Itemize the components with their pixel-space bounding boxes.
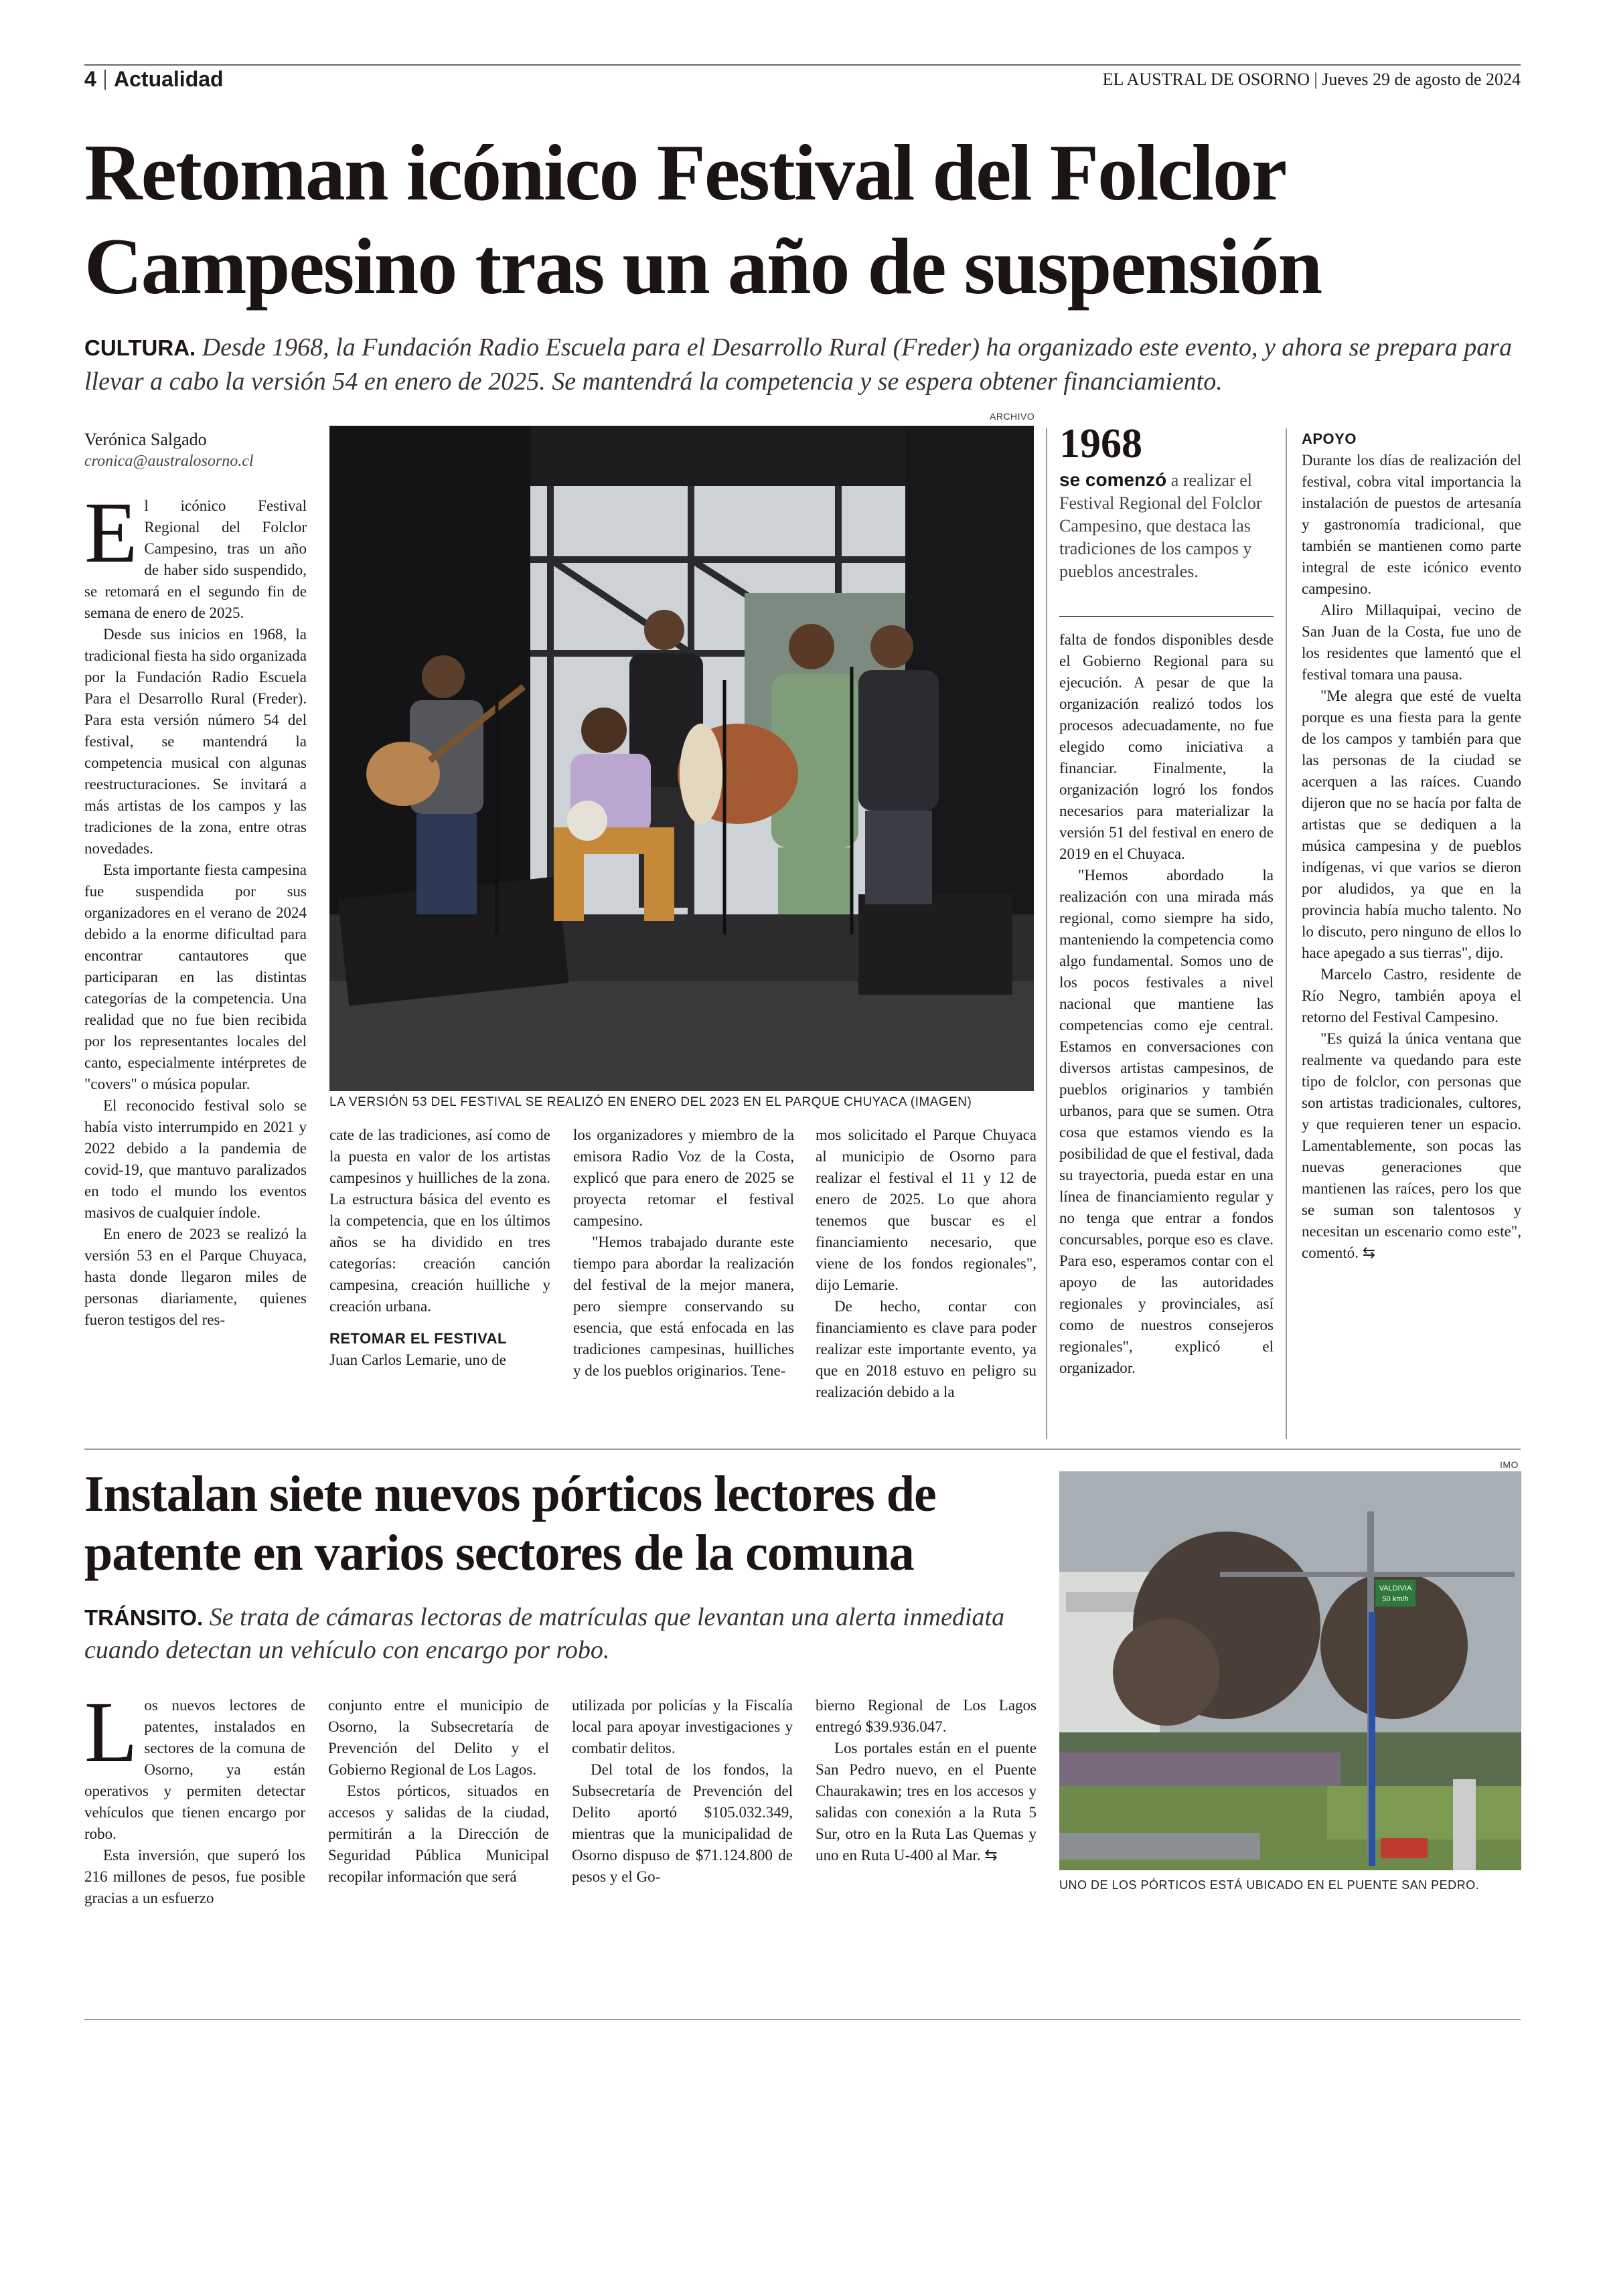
- paragraph: Los nuevos lectores de patentes, instalados en sectores de la comuna de Osorno, ya están operativos y permiten detectar vehículos que tienen encargo por robo.: [84, 1684, 305, 1842]
- paragraph: bierno Regional de Los Lagos entregó $39.936.047.: [816, 1697, 1037, 1735]
- article2-deck: [84, 1601, 1035, 1666]
- paragraph: "Hemos trabajado durante este tiempo para abordar la realización del festival de la mejor manera, pero siempre conservando su esencia, que está enfocada en las tradiciones campesinas, huilliches y de los pueblos originarios. Tene-: [573, 1234, 794, 1379]
- paragraph: Estos pórticos, situados en accesos y salidas de la ciudad, permitirán a la Dirección de Seguridad Pública Municipal recopilar información que será: [328, 1783, 549, 1885]
- paragraph: Desde sus inicios en 1968, la tradicional fiesta ha sido organizada por la Fundación Radio Escuela Para el Desarrollo Rural (Freder). Para esta versión número 54 del festival, se mantendrá la competencia musical con algunas reestructuraciones. Se invitará a más artistas de los campos y las tradiciones de la zona, entre otras novedades.: [84, 626, 307, 857]
- festival-stage-illustration: [329, 426, 1034, 1091]
- paragraph: conjunto entre el municipio de Osorno, la Subsecretaría de Prevención del Delito y el Gobierno Regional de Los Lagos.: [328, 1697, 549, 1778]
- paragraph: El icónico Festival Regional del Folclor Campesino, tras un año de haber sido suspendido, se retomará en el segundo fin de semana de enero de 2025.: [84, 485, 307, 621]
- fact-lead: se comenzó: [1059, 469, 1167, 490]
- festival-stage-photo: [329, 426, 1034, 1091]
- article-column-3: [573, 1125, 794, 1382]
- portico-illustration: [1059, 1471, 1521, 1870]
- header-separator: [104, 70, 106, 90]
- fact-number: 1968: [1059, 421, 1142, 467]
- paragraph: utilizada por policías y la Fiscalía local para apoyar investigaciones y combatir delitos.: [572, 1697, 793, 1756]
- paragraph: falta de fondos disponibles desde el Gobierno Regional para su ejecución. A pesar de que la organización realizó todos los procesos adecuadamente, no fue elegido como iniciativa a financiar. Finalmente, la organización logró los fondos necesarios para materializar la versión 51 del festival en enero de 2019 en el Chuyaca.: [1059, 631, 1274, 862]
- drop-cap: E: [84, 485, 138, 581]
- paragraph: En enero de 2023 se realizó la versión 53 en el Parque Chuyaca, hasta donde llegaron miles de personas diariamente, quienes fueron testigos del res-: [84, 1226, 307, 1328]
- deck2-text: Se trata de cámaras lectoras de matrículas que levantan una alerta inmediata cuando detectan un vehículo con encargo por robo.: [84, 1603, 1005, 1664]
- article-headline: Retoman icónico Festival del Folclor Campesino tras un año de suspensión: [84, 128, 1322, 311]
- photo-caption: LA VERSIÓN 53 DEL FESTIVAL SE REALIZÓ EN ENERO DEL 2023 EN EL PARQUE CHUYACA (IMAGEN): [329, 1095, 972, 1109]
- article-column-6: [1302, 428, 1521, 1264]
- article2-column-4: [816, 1695, 1037, 1866]
- paragraph: Esta inversión, que superó los 216 millones de pesos, fue posible gracias a un esfuerzo: [84, 1847, 305, 1906]
- paragraph: Del total de los fondos, la Subsecretaría de Prevención del Delito aportó $105.032.349, mientras que la municipalidad de Osorno dispuso de $71.124.800 de pesos y el Go-: [572, 1761, 793, 1885]
- sign-text-speed: 50 km/h: [1382, 1595, 1409, 1603]
- paragraph: mos solicitado el Parque Chuyaca al municipio de Osorno para realizar el festival el 11 y 12 de enero de 2025. Lo que ahora tenemos que buscar es el financiamiento necesario, que viene de los fondos regionales", dijo Lemarie.: [816, 1127, 1037, 1293]
- deck2-kicker: TRÁNSITO.: [84, 1605, 204, 1630]
- byline: Verónica Salgado: [84, 430, 207, 449]
- article2-column-1: [84, 1684, 305, 1909]
- paragraph: "Es quizá la única ventana que realmente va quedando para este tipo de folclor, con personas que son artistas tradicionales, cultores, y que requieren tener un espacio. Lamentablemente, son pocas las nuevas generaciones que mantienen las raíces, pero los que se suman son talentosos y necesitan un escenario como este", comentó. ⇆: [1302, 1030, 1521, 1261]
- sign-text-destination: VALDIVIA: [1379, 1584, 1412, 1592]
- paragraph: "Me alegra que esté de vuelta porque es una fiesta para la gente de los campos y también para que las personas de la ciudad se acerquen a las raíces. Cuando dijeron que no se hacía por falta de artistas que se dediquen a la música campesina y de pueblos indígenas, vi que varios se dieron por aludidos, ya que en la provincia había mucho talento. No lo discuto, pero ninguno de ellos lo hace apegado a sus tierras", dijo.: [1302, 687, 1521, 961]
- fact-text: se comenzó a realizar el Festival Regional del Folclor Campesino, que destaca las tradiciones de los campos y pueblos ancestrales.: [1059, 469, 1262, 581]
- portico-photo: [1059, 1471, 1521, 1870]
- subhead-apoyo: APOYO: [1302, 430, 1357, 447]
- paragraph: Marcelo Castro, residente de Río Negro, también apoya el retorno del Festival Campesino.: [1302, 966, 1521, 1026]
- section-name: Actualidad: [114, 67, 224, 91]
- paragraph: El reconocido festival solo se había visto interrumpido en 2021 y 2022 debido a la pandemia de covid-19, que mantuvo paralizados en todo el mundo los eventos masivos de cualquier índole.: [84, 1097, 307, 1221]
- paragraph: los organizadores y miembro de la emisora Radio Voz de la Costa, explicó que para enero de 2025 se proyecta retomar el festival campesino.: [573, 1127, 794, 1229]
- article-column-2: [329, 1125, 550, 1371]
- paragraph: "Hemos abordado la realización con una mirada más regional, como siempre ha sido, manteniendo la competencia como algo fundamental. Somos uno de los pocos festivales a nivel nacional que mantiene las competencias como eje central. Estamos en conversaciones con diversos artistas campesinos, de pueblos originarios y también urbanos, para que se sumen. Otra cosa que estamos viendo es la posibilidad de que el festival, dada su trayectoria, pueda estar en una línea de financiamiento regular y no tenga que entrar a fondos concursables, porque eso es clave. Para eso, esperamos contar con el apoyo de las autoridades regionales y provinciales, así como de nuestros consejeros regionales", explicó el organizador.: [1059, 867, 1274, 1376]
- article-separator: [84, 1449, 1521, 1450]
- article-column-5: [1059, 629, 1274, 1379]
- paragraph: cate de las tradiciones, así como de la puesta en valor de los artistas campesinos y huilliches de la zona. La estructura básica del evento es la competencia, que en los últimos años se ha dividido en tres categorías: creación canción campesina, creación huilliche y creación urbana.: [329, 1127, 550, 1315]
- article-column-4: [816, 1125, 1037, 1403]
- article2-column-2: [328, 1695, 549, 1888]
- article-deck: [84, 331, 1521, 398]
- drop-cap: L: [84, 1684, 138, 1781]
- paragraph: Durante los días de realización del festival, cobra vital importancia la instalación de puestos de artesanía y gastronomía tradicional, que también se mantienen como parte integral de este icónico evento campesino.: [1302, 452, 1521, 597]
- paragraph: Esta importante fiesta campesina fue suspendida por sus organizadores en el verano de 2024 debido a la enorme dificultad para encontrar cantautores que participaran en las distintas categorías de la competencia. Una realidad que no fue bien recibida por los representantes locales del canto, especialmente intérpretes de "covers" o música popular.: [84, 862, 307, 1092]
- paragraph: De hecho, contar con financiamiento es clave para poder realizar este importante evento, ya que en 2018 estuvo en peligro su realización debido a la: [816, 1298, 1037, 1400]
- column-divider: [1286, 428, 1287, 1439]
- photo2-caption: UNO DE LOS PÓRTICOS ESTÁ UBICADO EN EL PUENTE SAN PEDRO.: [1059, 1878, 1480, 1892]
- bottom-rule: [84, 2019, 1521, 2020]
- paragraph: Aliro Millaquipai, vecino de San Juan de la Costa, fue uno de los residentes que lamentó que el festival tomara una pausa.: [1302, 602, 1521, 683]
- paragraph: Juan Carlos Lemarie, uno de: [329, 1351, 506, 1368]
- article-column-1: [84, 485, 307, 1331]
- article2-headline: Instalan siete nuevos pórticos lectores de patente en varios sectores de la comuna: [84, 1466, 936, 1581]
- header-rule: [84, 64, 1521, 66]
- photo-credit: ARCHIVO: [990, 411, 1035, 422]
- column-divider: [1046, 428, 1047, 1439]
- deck-text: Desde 1968, la Fundación Radio Escuela para el Desarrollo Rural (Freder) ha organizado este evento, y ahora se prepara para llevar a cabo la versión 54 en enero de 2025. Se mantendrá la competencia y se espera obtener financiamiento.: [84, 333, 1513, 396]
- article2-column-3: [572, 1695, 793, 1888]
- masthead-date: EL AUSTRAL DE OSORNO | Jueves 29 de agosto de 2024: [1102, 70, 1521, 89]
- paragraph: Los portales están en el puente San Pedro nuevo, en el Puente Chaurakawin; tres en los accesos y salidas con conexión a la Ruta 5 Sur, otro en la Ruta Las Quemas y uno en Ruta U-400 al Mar. ⇆: [816, 1740, 1037, 1864]
- author-email[interactable]: cronica@australosorno.cl: [84, 453, 254, 470]
- deck-kicker: CULTURA.: [84, 335, 196, 360]
- fact-rule: [1059, 616, 1274, 617]
- page-number: 4: [84, 67, 96, 91]
- subhead-retomar: RETOMAR EL FESTIVAL: [329, 1330, 507, 1347]
- photo2-credit: IMO: [1500, 1459, 1519, 1470]
